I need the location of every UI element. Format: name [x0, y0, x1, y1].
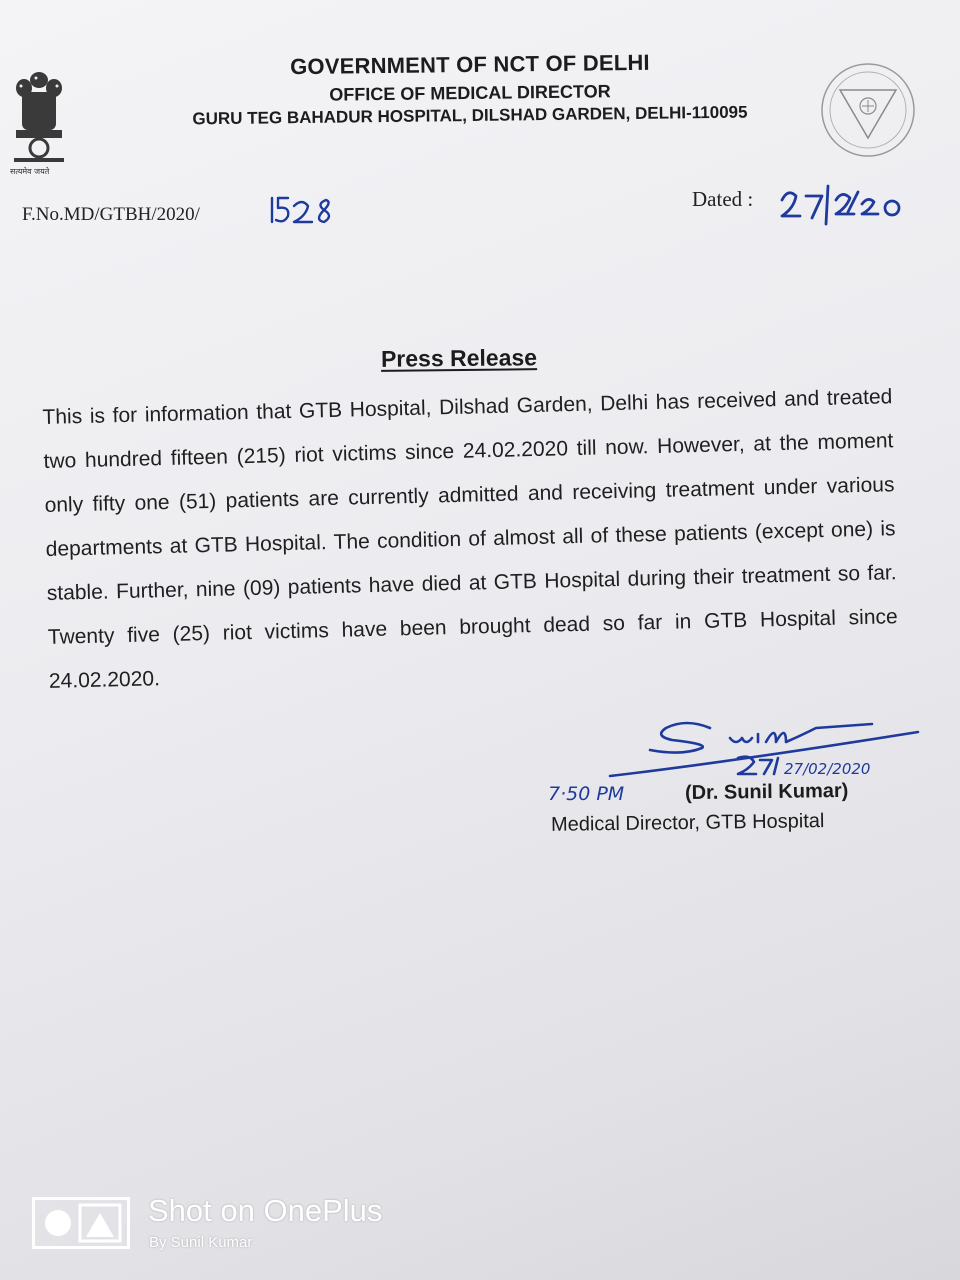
press-release-title: Press Release: [380, 344, 538, 372]
handwritten-time: [546, 778, 656, 808]
signatory-name: (Dr. Sunil Kumar): [684, 779, 849, 805]
emblem-motto: सत्यमेव जयते: [10, 167, 50, 176]
dated-label: Dated :: [692, 187, 754, 211]
file-number-label: F.No.MD/GTBH/2020/: [22, 204, 200, 225]
watermark-subtitle: By Sunil Kumar: [149, 1234, 253, 1251]
header-hospital-address: GURU TEG BAHADUR HOSPITAL, DILSHAD GARDEN, DELHI-110095: [192, 102, 748, 129]
signature-time: 7·50 PM: [548, 783, 625, 805]
oneplus-camera-icon: [32, 1197, 130, 1249]
watermark-title: Shot on OnePlus: [148, 1193, 383, 1228]
handwritten-date: [776, 178, 912, 228]
press-release-body: This is for information that GTB Hospital, Dilshad Garden, Delhi has received and treated two hundred fifteen (215) riot victims since 24.02.2020 till now. However, at the moment only fifty one (51) patients are currently admitted and receiving treatment under various departments at GTB Hospital. The condition of almost all of these patients (except one) is stable. Further, nine (09) patients have died at GTB Hospital during their treatment so far. Twenty five (25) riot victims have been brought dead so far in GTB Hospital since 24.02.2020.: [42, 385, 898, 693]
header-government: GOVERNMENT OF NCT OF DELHI: [290, 49, 650, 80]
signature-date: 27/02/2020: [784, 760, 871, 778]
signatory-designation: Medical Director, GTB Hospital: [550, 810, 825, 836]
header-office: OFFICE OF MEDICAL DIRECTOR: [329, 81, 611, 105]
handwritten-file-number: [266, 190, 340, 228]
hospital-seal-icon: [818, 60, 918, 160]
national-emblem-icon: [8, 66, 70, 182]
